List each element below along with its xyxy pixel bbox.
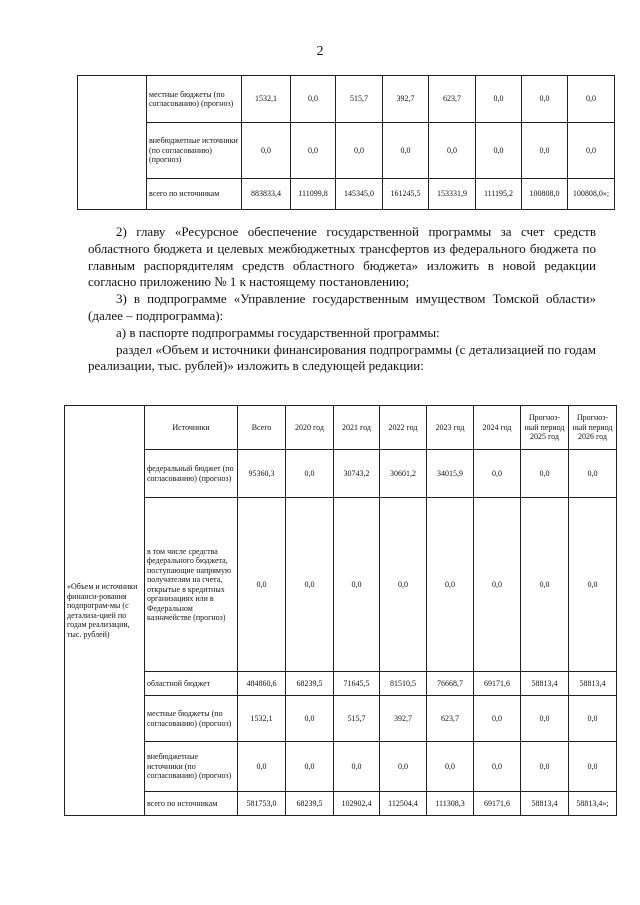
cell-value: 58813,4 [521,672,569,696]
cell-value: 111308,3 [427,792,474,816]
row-label: внебюджетные источники (по согласованию) (прогноз) [145,742,238,792]
cell-value: 0,0 [380,498,427,672]
cell-value: 0,0 [334,498,380,672]
section-side-label: «Объем и источники финанси-рования подпрограм-мы (с детализа-цией по годам реализации, тыс. рублей) [65,406,145,816]
cell-value: 111195,2 [476,179,522,210]
cell-value: 58813,4 [521,792,569,816]
cell-value: 69171,6 [474,792,521,816]
cell-value: 76668,7 [427,672,474,696]
empty-side-cell [78,76,147,210]
cell-value: 153331,9 [429,179,476,210]
cell-value: 484860,6 [238,672,286,696]
cell-value: 0,0 [427,498,474,672]
cell-value: 0,0 [286,498,334,672]
cell-value: 0,0 [521,450,569,498]
column-header: 2024 год [474,406,521,450]
cell-value: 111099,8 [291,179,336,210]
cell-value: 0,0 [522,76,568,123]
cell-value: 81510,5 [380,672,427,696]
cell-value: 392,7 [383,76,429,123]
cell-value: 0,0 [476,123,522,179]
cell-value: 68239,5 [286,792,334,816]
cell-value: 623,7 [427,696,474,742]
cell-value: 0,0 [286,742,334,792]
cell-value: 0,0 [291,76,336,123]
subprogram-funding-table [64,405,617,816]
column-header: 2021 год [334,406,380,450]
cell-value: 30743,2 [334,450,380,498]
cell-value: 0,0 [380,742,427,792]
cell-value: 0,0 [568,123,615,179]
cell-value: 0,0 [522,123,568,179]
cell-value: 0,0 [474,696,521,742]
cell-value: 95360,3 [238,450,286,498]
body-text [88,224,596,375]
cell-value: 34015,9 [427,450,474,498]
cell-value: 0,0 [427,742,474,792]
cell-value: 0,0 [521,498,569,672]
cell-value: 0,0 [286,450,334,498]
page-number: 2 [316,44,324,59]
row-label: всего по источникам [145,792,238,816]
cell-value: 392,7 [380,696,427,742]
cell-value: 1532,1 [238,696,286,742]
cell-value: 102902,4 [334,792,380,816]
row-label: всего по источникам [147,179,242,210]
column-header: 2022 год [380,406,427,450]
row-label: в том числе средства федерального бюджета, поступающие напрямую получателям на счета, открытые в кредитных организациях или в Федеральном казначействе (прогноз) [145,498,238,672]
cell-value: 0,0 [521,742,569,792]
paragraph-passport: а) в паспорте подпрограммы государственной программы: [116,324,440,340]
cell-value: 0,0 [569,696,617,742]
cell-value: 581753,0 [238,792,286,816]
cell-value: 112504,4 [380,792,427,816]
cell-value: 0,0 [474,498,521,672]
cell-value: 0,0 [238,742,286,792]
cell-value: 0,0 [569,450,617,498]
cell-value: 0,0 [383,123,429,179]
cell-value: 623,7 [429,76,476,123]
cell-value: 58813,4»; [569,792,617,816]
funding-table-continuation [77,75,615,210]
cell-value: 883833,4 [242,179,291,210]
row-label: областной бюджет [145,672,238,696]
column-header: Источники [145,406,238,450]
cell-value: 0,0 [242,123,291,179]
cell-value: 71645,5 [334,672,380,696]
cell-value: 30601,2 [380,450,427,498]
cell-value: 515,7 [334,696,380,742]
cell-value: 69171,6 [474,672,521,696]
cell-value: 515,7 [336,76,383,123]
cell-value: 58813,4 [569,672,617,696]
row-label: внебюджетные источники (по согласованию) (прогноз) [147,123,242,179]
cell-value: 1532,1 [242,76,291,123]
cell-value: 68239,5 [286,672,334,696]
paragraph-subprogram: 3) в подпрограмме «Управление государственным имуществом Томской области» (далее – подпрограмма): [88,291,596,323]
row-label: местные бюджеты (по согласованию) (прогноз) [147,76,242,123]
cell-value: 100808,0 [522,179,568,210]
cell-value: 0,0 [429,123,476,179]
cell-value: 0,0 [569,498,617,672]
cell-value: 0,0 [569,742,617,792]
cell-value: 0,0 [286,696,334,742]
cell-value: 0,0 [476,76,522,123]
cell-value: 0,0 [334,742,380,792]
column-header: 2020 год [286,406,334,450]
cell-value: 145345,0 [336,179,383,210]
paragraph-section: раздел «Объем и источники финансирования подпрограммы (с детализацией по годам реализации, тыс. рублей)» изложить в следующей редакции: [88,341,596,374]
cell-value: 0,0 [474,742,521,792]
cell-value: 0,0 [474,450,521,498]
cell-value: 100808,0»; [568,179,615,210]
row-label: федеральный бюджет (по согласованию) (прогноз) [145,450,238,498]
cell-value: 0,0 [521,696,569,742]
column-header: Прогноз-ный период 2025 год [521,406,569,450]
column-header: Прогноз-ный период 2026 год [569,406,617,450]
cell-value: 0,0 [291,123,336,179]
cell-value: 0,0 [568,76,615,123]
row-label: местные бюджеты (по согласованию) (прогноз) [145,696,238,742]
column-header: 2023 год [427,406,474,450]
cell-value: 0,0 [336,123,383,179]
paragraph-chapter-2: 2) главу «Ресурсное обеспечение государственной программы за счет средств областного бюджета и целевых межбюджетных трансфертов из федерального бюджета по главным распорядителям средств областного бюджета» изложить в новой редакции согласно приложению № 1 к настоящему постановлению; [88,224,596,290]
column-header: Всего [238,406,286,450]
cell-value: 161245,5 [383,179,429,210]
cell-value: 0,0 [238,498,286,672]
